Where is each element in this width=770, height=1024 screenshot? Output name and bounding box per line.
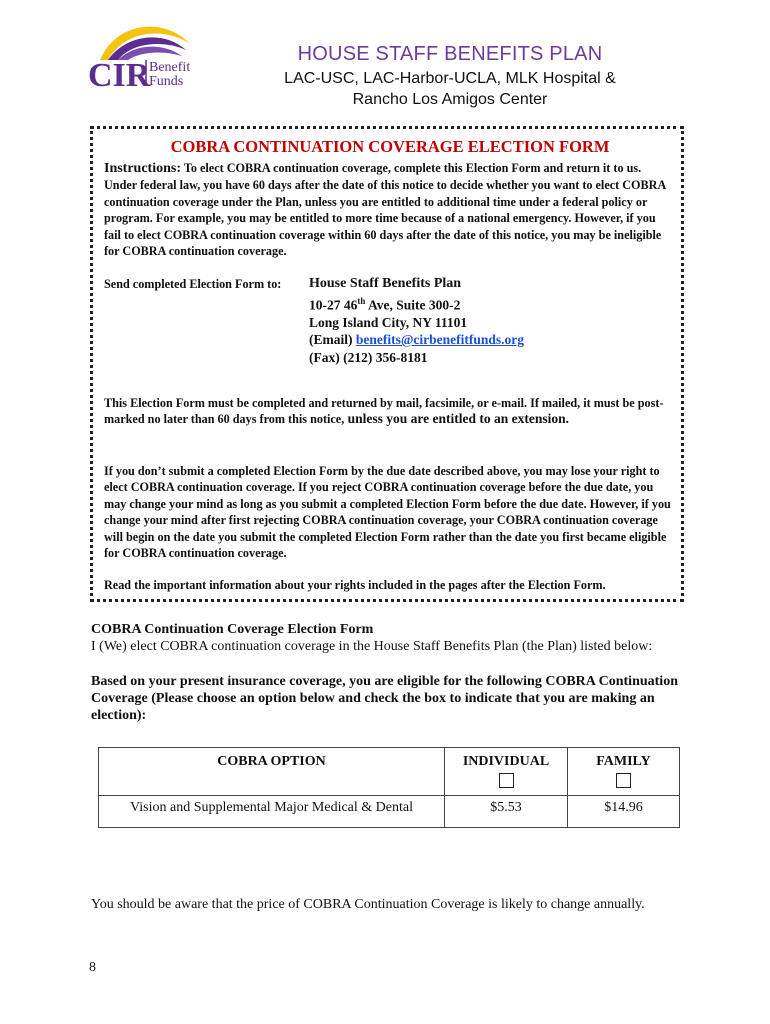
eligibility-paragraph: Based on your present insurance coverage, you are eligible for the following COBRA Continuation Coverage (Please choose an option below and check the box to indicate that you are making an election):	[91, 674, 678, 723]
individual-price: $5.53	[445, 796, 568, 828]
address-name: House Staff Benefits Plan	[309, 276, 462, 291]
individual-checkbox[interactable]	[499, 773, 514, 788]
plan-subtitle-line2: Rancho Los Amigos Center	[352, 91, 548, 108]
svg-text:Benefit: Benefit	[149, 60, 191, 75]
instructions-paragraph	[104, 160, 674, 259]
cobra-options-table	[98, 747, 680, 828]
notice-title: COBRA CONTINUATION COVERAGE ELECTION FORM	[170, 137, 610, 156]
svg-text:CIR: CIR	[88, 57, 151, 92]
header-individual: INDIVIDUAL	[445, 748, 568, 796]
family-price: $14.96	[568, 796, 680, 828]
page-number: 8	[89, 960, 96, 975]
instructions-lead: Instructions:	[104, 161, 182, 176]
email-link[interactable]: benefits@cirbenefitfunds.org	[355, 332, 525, 347]
table-row	[99, 796, 680, 828]
svg-text:Funds: Funds	[149, 74, 184, 89]
address-city: Long Island City, NY 11101	[309, 314, 468, 330]
family-checkbox[interactable]	[616, 773, 631, 788]
option-name: Vision and Supplemental Major Medical & Dental	[99, 796, 445, 828]
election-notice-box	[90, 126, 684, 602]
header-cobra-option: COBRA OPTION	[99, 748, 445, 796]
table-header-row	[99, 748, 680, 796]
rejection-paragraph: If you don’t submit a completed Election Form by the due date described above, you may lose your right to elect COBRA continuation coverage. If you reject COBRA continuation coverage before the due date, you may change your mind as long as you submit a completed Election Form before the due date. However, if you change your mind after first rejecting COBRA continuation coverage, your COBRA continuation coverage will begin on the date you submit the completed Election Form rather than the date you first became eligible for COBRA continuation coverage.	[104, 464, 671, 561]
send-label: Send completed Election Form to:	[104, 277, 282, 291]
plan-title: HOUSE STAFF BENEFITS PLAN	[297, 43, 603, 65]
rights-note: Read the important information about your rights included in the pages after the Election Form.	[104, 578, 606, 592]
instructions-text: To elect COBRA continuation coverage, complete this Election Form and return it to us. Under federal law, you have 60 days after the date of this notice to decide whether you want to elect COBRA continuation coverage under the Plan, unless you are entitled to additional time under a federal policy or program. For example, you may be entitled to more time because of a national emergency. However, if you fail to elect COBRA continuation coverage within 60 days after the date of this notice, you may be ineligible for COBRA continuation coverage.	[104, 161, 666, 259]
election-section-title: COBRA Continuation Coverage Election Form	[91, 622, 374, 637]
cir-benefit-funds-logo	[86, 20, 196, 92]
plan-subtitle	[230, 68, 670, 110]
election-statement: I (We) elect COBRA continuation coverage in the House Staff Benefits Plan (the Plan) listed below:	[91, 639, 653, 654]
address-email-line: (Email) benefits@cirbenefitfunds.org	[309, 332, 525, 347]
mailing-address	[309, 275, 524, 366]
header-family: FAMILY	[568, 748, 680, 796]
price-change-note: You should be aware that the price of COBRA Continuation Coverage is likely to change annually.	[91, 897, 645, 912]
plan-subtitle-line1: LAC-USC, LAC-Harbor-UCLA, MLK Hospital &	[284, 70, 616, 87]
mail-deadline-paragraph: This Election Form must be completed and returned by mail, facsimile, or e-mail. If mailed, it must be post-marked no later than 60 days from this notice, unless you are entitled to an extension.	[104, 396, 664, 427]
address-street: 10-27 46th Ave, Suite 300-2	[309, 295, 461, 312]
address-fax: (Fax) (212) 356-8181	[309, 349, 428, 365]
